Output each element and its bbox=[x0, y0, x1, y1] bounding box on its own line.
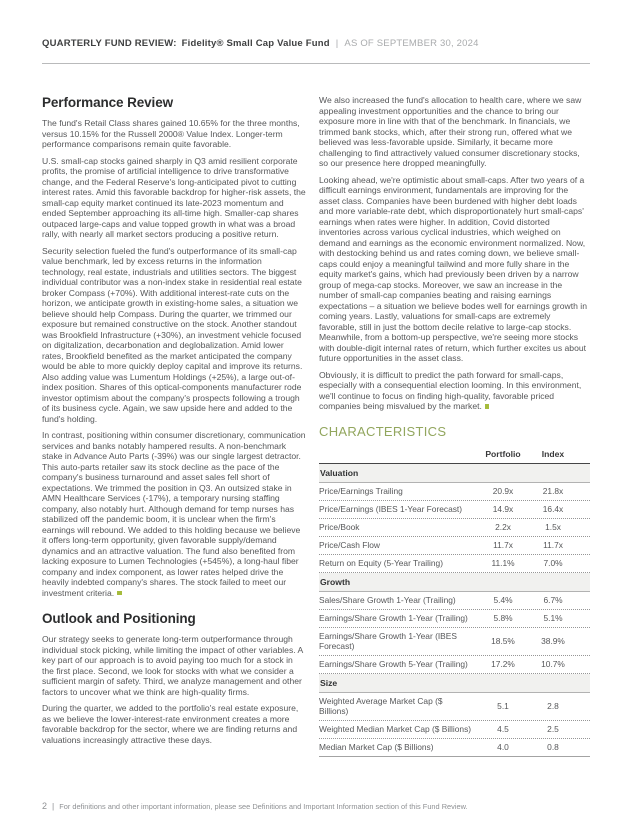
footer-text: For definitions and other important information, please see Definitions and Important Information section of this Fund Review. bbox=[59, 802, 468, 811]
row-label: Earnings/Share Growth 1-Year (Trailing) bbox=[319, 613, 468, 623]
paragraph bbox=[42, 634, 306, 697]
index-value: 16.4x bbox=[542, 504, 564, 514]
report-type-label: QUARTERLY FUND REVIEW: bbox=[42, 38, 177, 49]
table-row bbox=[319, 693, 590, 721]
table-row bbox=[319, 555, 590, 573]
portfolio-value: 5.1 bbox=[497, 701, 509, 711]
index-value: 2.8 bbox=[547, 701, 559, 711]
row-label: Return on Equity (5-Year Trailing) bbox=[319, 558, 443, 568]
portfolio-value: 11.7x bbox=[493, 540, 513, 550]
index-value: 0.8 bbox=[547, 742, 559, 752]
portfolio-value: 18.5% bbox=[491, 636, 515, 646]
page-number: 2 bbox=[42, 801, 48, 811]
row-label: Earnings/Share Growth 1-Year (IBES Forecast) bbox=[319, 631, 457, 651]
row-label: Weighted Average Market Cap ($ Billions) bbox=[319, 696, 443, 716]
index-value: 11.7x bbox=[543, 540, 563, 550]
table-row bbox=[319, 537, 590, 555]
portfolio-value: 5.8% bbox=[493, 613, 513, 623]
table-row bbox=[319, 739, 590, 757]
index-value: 1.5x bbox=[545, 522, 561, 532]
performance-review-title: Performance Review bbox=[42, 95, 174, 110]
portfolio-value: 17.2% bbox=[491, 659, 515, 669]
paragraph bbox=[319, 175, 590, 364]
outlook-positioning-title: Outlook and Positioning bbox=[42, 611, 196, 626]
section-end-marker-icon bbox=[485, 404, 490, 409]
section-end-marker-icon bbox=[117, 591, 122, 596]
table-header-row bbox=[319, 446, 590, 464]
row-label: Median Market Cap ($ Billions) bbox=[319, 742, 434, 752]
paragraph-text: In contrast, positioning within consumer discretionary, communication services and banks notably hampered results. A non-benchmark stake in Advance Auto Parts (-39%) was our single largest detractor. This auto-parts retailer saw its stock decline as the pace of the company's business turnaround and asset sales fell short of expectations. We trimmed the position in Q3. An outsized stake in AMN Healthcare Services (-17%), a temporary nursing staffing company, also notably hurt. Although demand for temp nurses has stabilized off the pandemic boom, it is unclear when the firm's earnings will rebound. We added to this holding because we believe it offers long-term opportunity, given favorable supply/demand dynamics and an attractive valuation. The fund also benefited from lacking exposure to Lumen Technologies (+545%), a long-haul fiber company and index component, as lower rates helped drive the heavily indebted company's shares. The stock failed to meet our investment criteria. bbox=[42, 430, 306, 598]
right-column bbox=[319, 95, 590, 757]
column-header-portfolio: Portfolio bbox=[485, 448, 521, 459]
paragraph-text: Obviously, it is difficult to predict the path forward for small-caps, especially with a consequential election looming. In this environment, we'll continue to focus on finding high-quality, favorable priced companies being misvalued by the market. bbox=[319, 369, 582, 411]
paragraph bbox=[42, 156, 306, 240]
row-label: Sales/Share Growth 1-Year (Trailing) bbox=[319, 595, 456, 605]
portfolio-value: 4.0 bbox=[497, 742, 509, 752]
portfolio-value: 4.5 bbox=[497, 724, 509, 734]
portfolio-value: 5.4% bbox=[493, 595, 513, 605]
row-label: Earnings/Share Growth 5-Year (Trailing) bbox=[319, 659, 468, 669]
table-row bbox=[319, 501, 590, 519]
portfolio-value: 11.1% bbox=[491, 558, 515, 568]
table-section-size: Size bbox=[319, 674, 590, 693]
index-value: 10.7% bbox=[541, 659, 565, 669]
table-section-valuation: Valuation bbox=[319, 464, 590, 483]
fund-name: Fidelity® Small Cap Value Fund bbox=[181, 38, 330, 49]
table-row bbox=[319, 483, 590, 501]
portfolio-value: 14.9x bbox=[492, 504, 514, 514]
table-row bbox=[319, 610, 590, 628]
paragraph-text: The fund's Retail Class shares gained 10.65% for the three months, versus 10.15% for the Russell 2000® Value Index. Longer-term performance comparisons remain quite favorable. bbox=[42, 118, 300, 149]
row-label: Weighted Median Market Cap ($ Billions) bbox=[319, 724, 472, 734]
index-value: 38.9% bbox=[541, 636, 565, 646]
footer-separator: | bbox=[52, 801, 55, 811]
two-column-body bbox=[42, 95, 590, 757]
paragraph-text: U.S. small-cap stocks gained sharply in Q3 amid resilient corporate profits, the promise of artificial intelligence to drive transformative change, and the Federal Reserve's long-anticipated pivot to cutting interest rates. Amid this favorable backdrop for higher-risk assets, the small-cap equity market continued its late-2023 momentum and ended September approaching its all-time high. Smaller-cap shares outpaced large-caps and value topped growth in what was a broad rally, with nearly all market sectors producing a positive return. bbox=[42, 155, 306, 239]
table-row bbox=[319, 656, 590, 674]
paragraph bbox=[42, 246, 306, 425]
report-header bbox=[42, 38, 590, 49]
row-label: Price/Earnings Trailing bbox=[319, 486, 403, 496]
portfolio-value: 20.9x bbox=[492, 486, 514, 496]
paragraph-text: Security selection fueled the fund's outperformance of its small-cap value benchmark, led by excess returns in the information technology, real estate, industrials and utilities sectors. The biggest individual contributor was a non-index stake in residential real estate broker Compass (+70%). With additional interest-rate cuts on the horizon, we anticipate growth in existing-home sales, a situation we believe should help Compass. During the quarter, we trimmed our exposure but remained constructive on the stock. Another standout was Brookfield Infrastructure (+30%), an investment vehicle focused on digitalization, decarbonation and deglobalization. Amid lower rates, Brookfield benefited as the market anticipated the company would be able to more quickly deploy capital and improve its returns. Also adding value was Lumentum Holdings (+25%), a large out-of-index position. Shares of this optical-components manufacturer rode investor optimism about the company's prospects following a trough of its business cycle. Again, we saw upside here and added to the fund's holding. bbox=[42, 245, 303, 424]
left-column bbox=[42, 95, 306, 757]
paragraph bbox=[319, 95, 590, 169]
table-row bbox=[319, 519, 590, 537]
paragraph bbox=[42, 118, 306, 150]
row-label: Price/Cash Flow bbox=[319, 540, 380, 550]
paragraph-text: Our strategy seeks to generate long-term outperformance through individual stock picking, while limiting the impact of other variables. A key part of our approach is to avoid paying too much for a stock in the first place. Second, we look for stocks with what we consider a sufficient margin of safety. Third, we analyze management and other factors to uncover what we think are high-quality firms. bbox=[42, 634, 303, 697]
row-label: Price/Earnings (IBES 1-Year Forecast) bbox=[319, 504, 463, 514]
page-footer bbox=[42, 801, 468, 811]
table-row bbox=[319, 721, 590, 739]
portfolio-value: 2.2x bbox=[495, 522, 511, 532]
paragraph bbox=[42, 703, 306, 745]
paragraph-text: Looking ahead, we're optimistic about small-caps. After two years of a difficult earnings environment, fundamentals are improving for the asset class. Companies have been burdened with higher debt loads and more variable-rate debt, which disproportionately hurt small-caps' earnings when rates were higher. In addition, Covid distorted inventories across various cyclical industries, which weighed on demand and earnings as the economic environment normalized. Now, with destocking behind us and rates coming down, we believe small-caps could enjoy a meaningful tailwind and more fully share in the equity market's gains, which had previously been driven by a narrow group of mega-cap stocks. Moreover, we saw an increase in the number of small-cap companies beating and raising earnings expectations – a situation we believe bodes well for earnings growth in coming years. Lastly, valuations for small-caps are extremely favorable, still in just the bottom decile relative to large-cap stocks. Meanwhile, from a bottom-up perspective, we're seeing more stocks with double-digit internal rates of return, which further excites us about future opportunities in the asset class. bbox=[319, 174, 587, 363]
as-of-date: AS OF SEPTEMBER 30, 2024 bbox=[344, 38, 479, 49]
table-row bbox=[319, 628, 590, 656]
column-header-index: Index bbox=[541, 448, 565, 459]
index-value: 7.0% bbox=[543, 558, 563, 568]
paragraph bbox=[42, 430, 306, 598]
row-label: Price/Book bbox=[319, 522, 360, 532]
characteristics-title: CHARACTERISTICS bbox=[319, 423, 447, 439]
index-value: 21.8x bbox=[542, 486, 564, 496]
paragraph-text: During the quarter, we added to the portfolio's real estate exposure, as we believe the lower-interest-rate environment creates a more favorable backdrop for the sector, where we are finding returns and valuations increasingly attractive these days. bbox=[42, 703, 299, 745]
paragraph bbox=[319, 370, 590, 412]
header-separator: | bbox=[335, 38, 339, 49]
index-value: 2.5 bbox=[547, 724, 559, 734]
header-divider bbox=[42, 63, 590, 64]
table-section-growth: Growth bbox=[319, 573, 590, 592]
characteristics-section bbox=[319, 424, 590, 757]
index-value: 6.7% bbox=[543, 595, 563, 605]
paragraph-text: We also increased the fund's allocation to health care, where we saw appealing investment opportunities and the chance to bring our exposure more in line with that of the benchmark. In financials, we trimmed bank stocks, which, after their strong run, offered what we believed was less-favorable upside. Similarly, it became more challenging to find attractively valued consumer discretionary stocks, so our presence here dropped meaningfully. bbox=[319, 95, 582, 168]
table-row bbox=[319, 592, 590, 610]
index-value: 5.1% bbox=[543, 613, 563, 623]
